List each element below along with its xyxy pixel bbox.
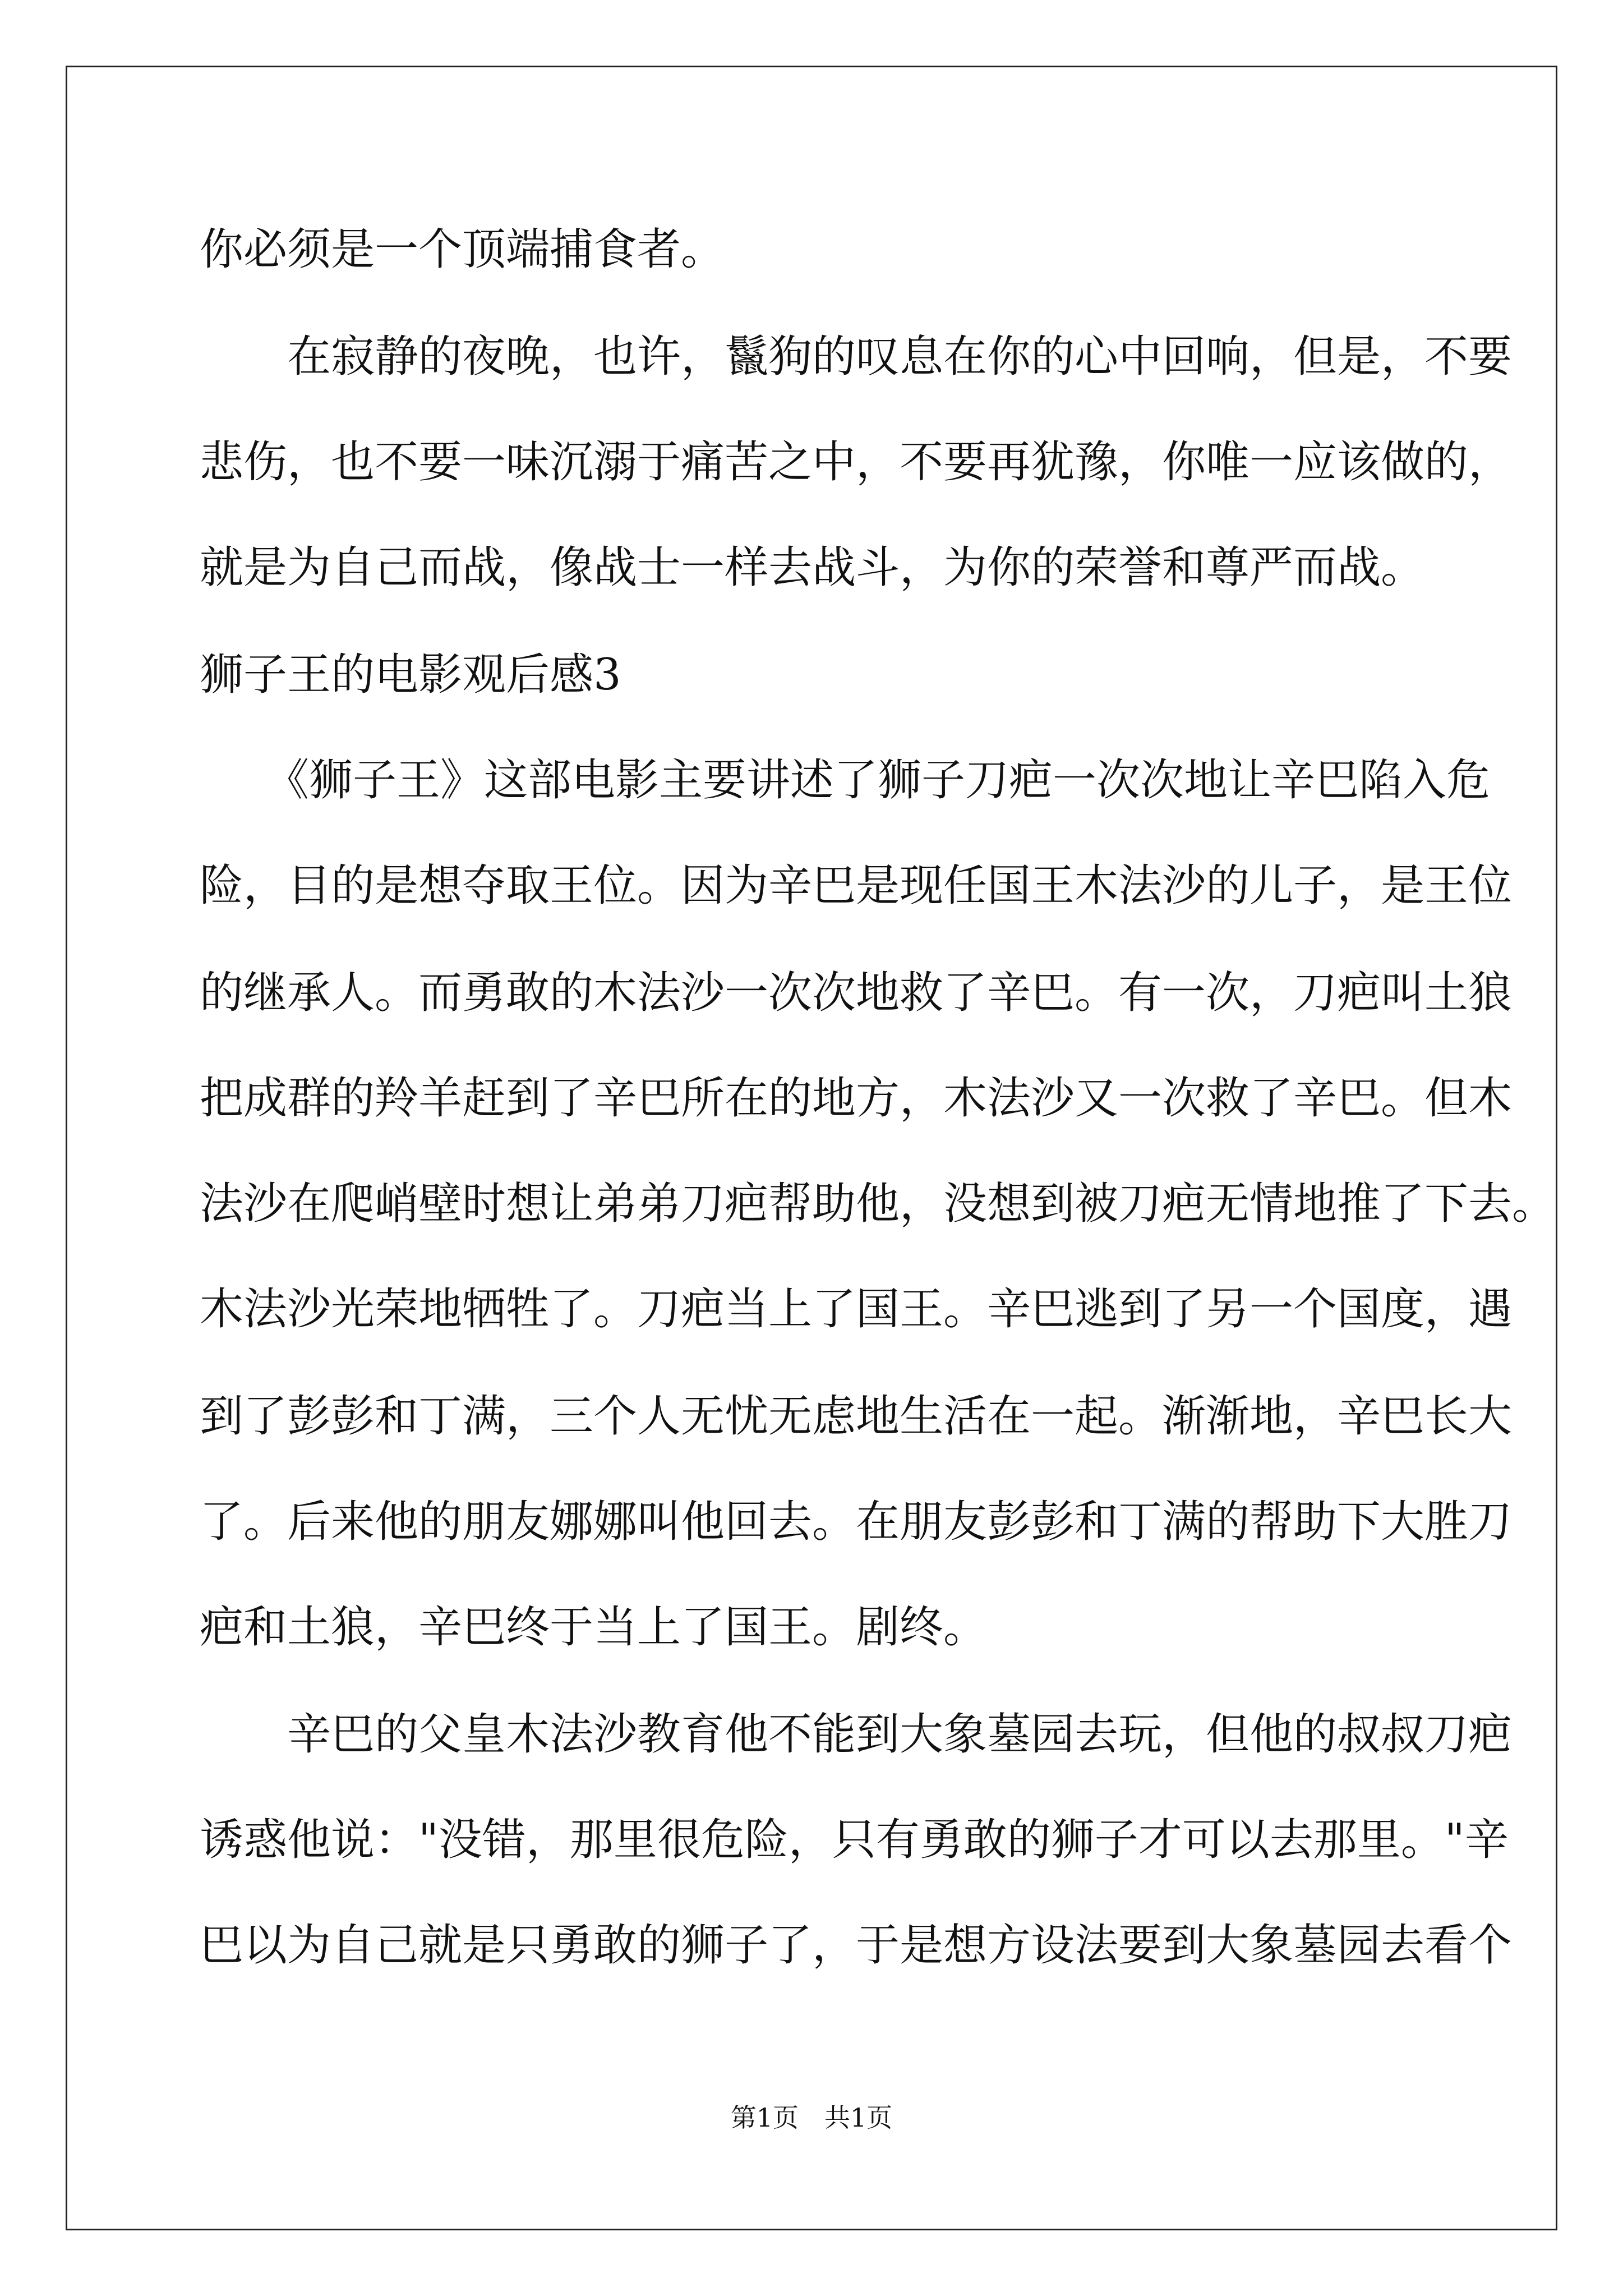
- text-line: 就是为自己而战，像战士一样去战斗，为你的荣誉和尊严而战。: [200, 542, 1425, 593]
- text-line: 辛巴的父皇木法沙教育他不能到大象墓园去玩，但他的叔叔刀疤: [200, 1709, 1513, 1760]
- text-line: 把成群的羚羊赶到了辛巴所在的地方，木法沙又一次救了辛巴。但木: [200, 1073, 1513, 1124]
- text-line: 诱惑他说："没错，那里很危险，只有勇敢的狮子才可以去那里。"辛: [200, 1815, 1509, 1865]
- text-line: 险，目的是想夺取王位。因为辛巴是现任国王木法沙的儿子，是王位: [200, 861, 1513, 911]
- section-heading: 狮子王的电影观后感3: [200, 650, 621, 700]
- text-line: 《狮子王》这部电影主要讲述了狮子刀疤一次次地让辛巴陷入危: [200, 755, 1491, 806]
- text-line: 巴以为自己就是只勇敢的狮子了，于是想方设法要到大象墓园去看个: [200, 1920, 1513, 1971]
- text-line: 到了彭彭和丁满，三个人无忧无虑地生活在一起。渐渐地，辛巴长大: [200, 1391, 1513, 1442]
- text-line: 悲伤，也不要一味沉溺于痛苦之中，不要再犹豫，你唯一应该做的，: [200, 437, 1513, 487]
- text-line: 疤和土狼，辛巴终于当上了国王。剧终。: [200, 1602, 988, 1653]
- text-line: 木法沙光荣地牺牲了。刀疤当上了国王。辛巴逃到了另一个国度，遇: [200, 1284, 1513, 1335]
- text-line: 在寂静的夜晚，也许，鬣狗的叹息在你的心中回响，但是，不要: [200, 332, 1513, 382]
- text-line: 了。后来他的朋友娜娜叫他回去。在朋友彭彭和丁满的帮助下大胜刀: [200, 1497, 1513, 1547]
- text-line: 你必须是一个顶端捕食者。: [200, 224, 725, 275]
- text-line: 法沙在爬峭壁时想让弟弟刀疤帮助他，没想到被刀疤无情地推了下去。: [200, 1179, 1556, 1229]
- page-footer: 第1页 共1页: [730, 2102, 893, 2133]
- text-line: 的继承人。而勇敢的木法沙一次次地救了辛巴。有一次，刀疤叫土狼: [200, 968, 1513, 1018]
- page-border: [66, 66, 1557, 2230]
